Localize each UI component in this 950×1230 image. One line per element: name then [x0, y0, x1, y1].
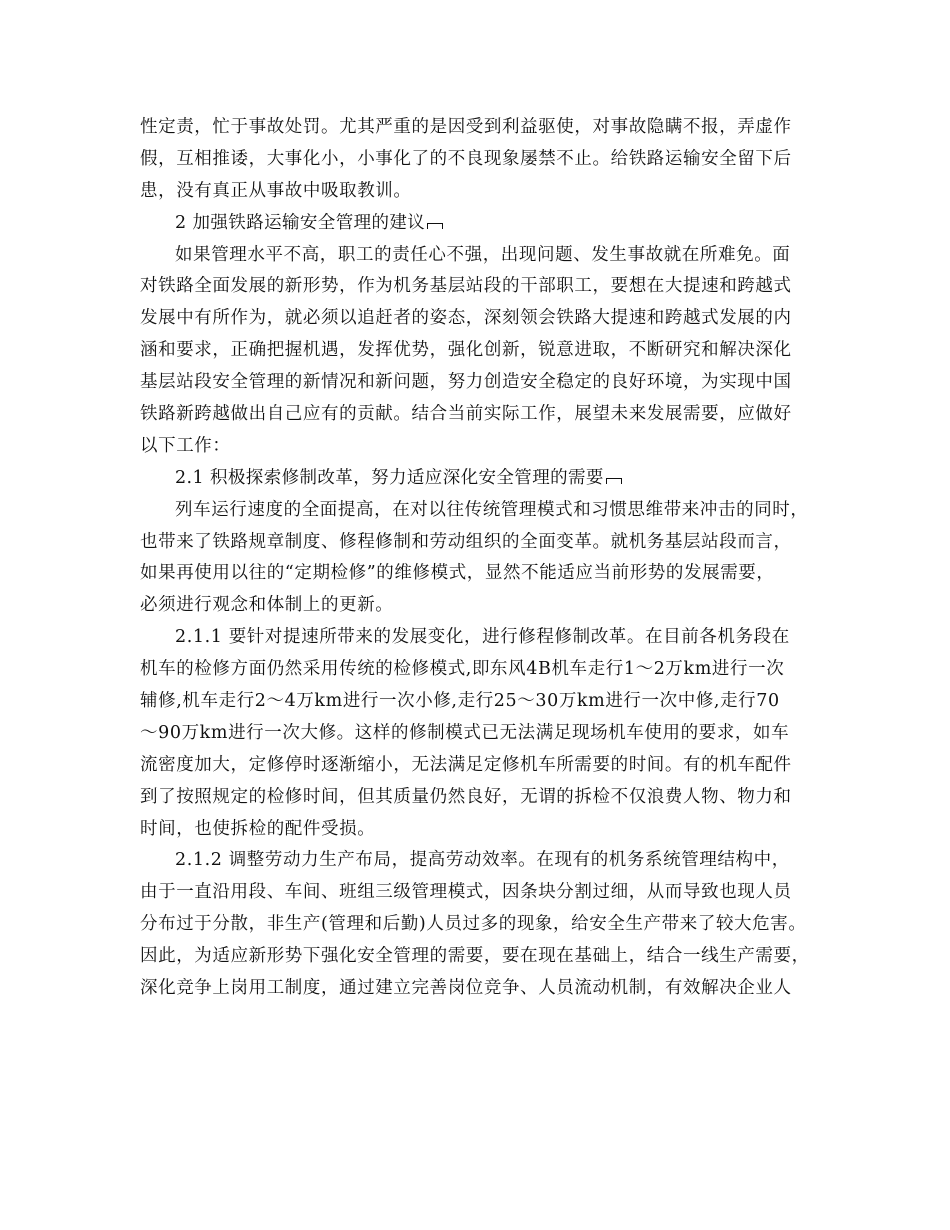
text-line: 以下工作： [140, 435, 231, 456]
text-line: 假，互相推诿，大事化小，小事化了的不良现象屡禁不止。给铁路运输安全留下后 [140, 148, 792, 169]
text-line: 流密度加大，定修停时逐渐缩小，无法满足定修机车所需要的时间。有的机车配件 [140, 754, 792, 775]
text-line: 对铁路全面发展的新形势，作为机务基层站段的干部职工，要想在大提速和跨越式 [140, 276, 792, 297]
text-line: 因此，为适应新形势下强化安全管理的需要，要在现在基础上，结合一线生产需要， [140, 946, 810, 967]
text-line: 如果再使用以往的“定期检修”的维修模式，显然不能适应当前形势的发展需要， [140, 563, 775, 584]
document-body [140, 112, 820, 1005]
text-line: 深化竞争上岗用工制度，通过建立完善岗位竞争、人员流动机制，有效解决企业人 [140, 978, 792, 999]
section-heading-text: 2 加强铁路运输安全管理的建议 [175, 212, 426, 233]
text-line: 涵和要求，正确把握机遇，发挥优势，强化创新，锐意进取，不断研究和解决深化 [140, 340, 792, 361]
text-line: 辅修,机车走行2～4万km进行一次小修,走行25～30万km进行一次中修,走行70 [140, 691, 780, 712]
text-line: 基层站段安全管理的新情况和新问题，努力创造安全稳定的良好环境，为实现中国 [140, 372, 792, 393]
text-line: 必须进行观念和体制上的更新。 [140, 595, 394, 616]
text-line: 如果管理水平不高，职工的责任心不强，出现问题、发生事故就在所难免。面 [175, 244, 791, 265]
subsection-heading [140, 463, 820, 495]
text-line: 患，没有真正从事故中吸取教训。 [140, 180, 412, 201]
text-line: 时间，也使拆检的配件受损。 [140, 818, 376, 839]
section-heading [140, 208, 820, 240]
text-line: 也带来了铁路规章制度、修程修制和劳动组织的全面变革。就机务基层站段而言， [140, 531, 792, 552]
text-line: 由于一直沿用段、车间、班组三级管理模式，因条块分割过细，从而导致也现人员 [140, 882, 792, 903]
text-line: 列车运行速度的全面提高，在对以往传统管理模式和习惯思维带来冲击的同时， [175, 499, 809, 520]
text-line: ～90万km进行一次大修。这样的修制模式已无法满足现场机车使用的要求，如车 [140, 722, 790, 743]
format-mark-icon [427, 223, 443, 229]
text-line: 性定责，忙于事故处罚。尤其严重的是因受到利益驱使，对事故隐瞒不报，弄虚作 [140, 117, 792, 137]
text-line: 发展中有所作为，就必须以追赶者的姿态，深刻领会铁路大提速和跨越式发展的内 [140, 308, 792, 329]
text-line: 分布过于分散，非生产(管理和后勤)人员过多的现象，给安全生产带来了较大危害。 [140, 914, 807, 935]
text-line: 2.1.2 调整劳动力生产布局，提高劳动效率。在现有的机务系统管理结构中， [175, 850, 790, 871]
subsection-heading-text: 2.1 积极探索修制改革，努力适应深化安全管理的需要 [175, 467, 604, 488]
format-mark-icon [606, 478, 622, 484]
text-line: 2.1.1 要针对提速所带来的发展变化，进行修程修制改革。在目前各机务段在 [175, 627, 790, 648]
text-line: 到了按照规定的检修时间，但其质量仍然良好，无谓的拆检不仅浪费人物、物力和 [140, 786, 792, 807]
text-line: 铁路新跨越做出自己应有的贡献。结合当前实际工作，展望未来发展需要，应做好 [140, 404, 792, 425]
text-line: 机车的检修方面仍然采用传统的检修模式,即东风4B机车走行1～2万km进行一次 [140, 659, 785, 680]
